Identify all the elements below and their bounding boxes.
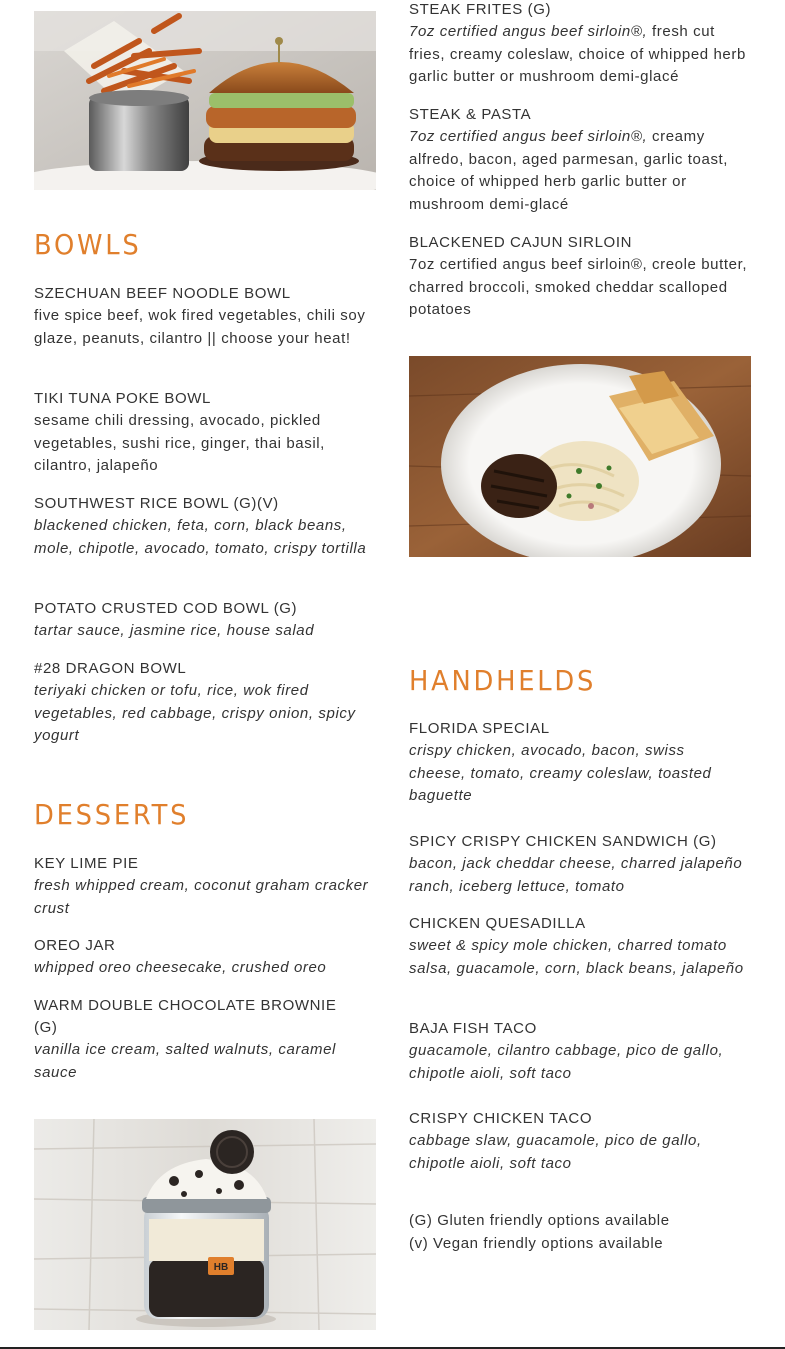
dessert-item-oreo-jar — [34, 935, 379, 980]
item-desc — [409, 21, 754, 89]
item-name: POTATO CRUSTED COD BOWL (G) — [34, 600, 298, 617]
item-desc: bacon, jack cheddar cheese, charred jalapeño ranch, iceberg lettuce, tomato — [409, 855, 743, 895]
item-desc: 7oz certified angus beef sirloin®, creole butter, charred broccoli, smoked cheddar scalloped potatoes — [409, 256, 748, 318]
handhelds-title: HANDHELDS — [409, 664, 597, 697]
item-desc: fresh whipped cream, coconut graham cracker crust — [34, 877, 369, 917]
bowl-item-szechuan — [34, 283, 379, 350]
item-name: BAJA FISH TACO — [409, 1020, 537, 1037]
bowl-item-southwest — [34, 493, 379, 560]
item-desc-rest: fresh cut fries, creamy coleslaw, choice of whipped herb garlic butter or mushroom demi-glacé — [409, 23, 746, 85]
dessert-item-brownie — [34, 995, 364, 1084]
handheld-item-quesadilla — [409, 913, 754, 980]
handheld-item-spicy-chicken — [409, 831, 754, 898]
item-desc: sweet & spicy mole chicken, charred tomato salsa, guacamole, corn, black beans, jalapeño — [409, 937, 744, 977]
item-desc — [409, 126, 754, 216]
item-desc-italic: 7oz certified angus beef sirloin®, — [409, 23, 648, 40]
bowls-title: BOWLS — [34, 228, 142, 261]
item-name: SOUTHWEST RICE BOWL (G)(V) — [34, 495, 279, 512]
item-name: FLORIDA SPECIAL — [409, 720, 550, 737]
dietary-notes — [409, 1210, 754, 1255]
desserts-title: DESSERTS — [34, 798, 190, 831]
bowl-item-dragon — [34, 658, 379, 748]
jar-logo-text: HB — [213, 1262, 229, 1273]
steak-item-cajun — [409, 232, 754, 322]
item-name: OREO JAR — [34, 937, 116, 954]
steak-item-pasta — [409, 104, 754, 216]
handheld-item-crispy-taco — [409, 1108, 754, 1175]
item-name: #28 DRAGON BOWL — [34, 660, 187, 677]
item-name: STEAK & PASTA — [409, 106, 532, 123]
item-desc: whipped oreo cheesecake, crushed oreo — [34, 959, 327, 976]
dessert-item-key-lime — [34, 853, 379, 920]
item-desc-italic: 7oz certified angus beef sirloin®, — [409, 128, 648, 145]
gluten-note: (G) Gluten friendly options available — [409, 1212, 670, 1229]
item-desc: crispy chicken, avocado, bacon, swiss cheese, tomato, creamy coleslaw, toasted baguette — [409, 742, 712, 804]
item-desc: teriyaki chicken or tofu, rice, wok fired vegetables, red cabbage, crispy onion, spicy yogurt — [34, 682, 356, 744]
handheld-item-florida — [409, 718, 739, 808]
vegan-note: (v) Vegan friendly options available — [409, 1234, 664, 1252]
item-name: CRISPY CHICKEN TACO — [409, 1110, 593, 1127]
item-name: CHICKEN QUESADILLA — [409, 915, 586, 932]
item-name: WARM DOUBLE CHOCOLATE BROWNIE (G) — [34, 997, 337, 1036]
handheld-item-baja-fish — [409, 1018, 754, 1085]
item-name: BLACKENED CAJUN SIRLOIN — [409, 234, 633, 251]
item-desc-rest: creamy alfredo, bacon, aged parmesan, garlic toast, choice of whipped herb garlic butter or mushroom demi-glacé — [409, 128, 729, 213]
item-desc: cabbage slaw, guacamole, pico de gallo, chipotle aioli, soft taco — [409, 1132, 702, 1172]
oreo-jar-photo — [34, 1119, 376, 1330]
item-name: SZECHUAN BEEF NOODLE BOWL — [34, 285, 291, 302]
bowl-item-cod — [34, 598, 379, 643]
steak-pasta-photo — [409, 356, 751, 557]
item-desc: five spice beef, wok fired vegetables, chili soy glaze, peanuts, cilantro || choose your heat! — [34, 307, 366, 347]
steak-item-frites — [409, 0, 754, 89]
item-desc: vanilla ice cream, salted walnuts, caramel sauce — [34, 1041, 336, 1081]
item-desc: sesame chili dressing, avocado, pickled vegetables, sushi rice, ginger, thai basil, cilantro, jalapeño — [34, 412, 325, 474]
burger-photo — [34, 11, 376, 190]
item-name: STEAK FRITES (G) — [409, 1, 552, 18]
item-name: TIKI TUNA POKE BOWL — [34, 390, 211, 407]
item-name: KEY LIME PIE — [34, 855, 139, 872]
bowl-item-tiki-tuna — [34, 388, 379, 478]
item-name: SPICY CRISPY CHICKEN SANDWICH (G) — [409, 833, 717, 850]
item-desc: guacamole, cilantro cabbage, pico de gallo, chipotle aioli, soft taco — [409, 1042, 724, 1082]
item-desc: tartar sauce, jasmine rice, house salad — [34, 622, 315, 639]
item-desc: blackened chicken, feta, corn, black beans, mole, chipotle, avocado, tomato, crispy tortilla — [34, 517, 367, 557]
